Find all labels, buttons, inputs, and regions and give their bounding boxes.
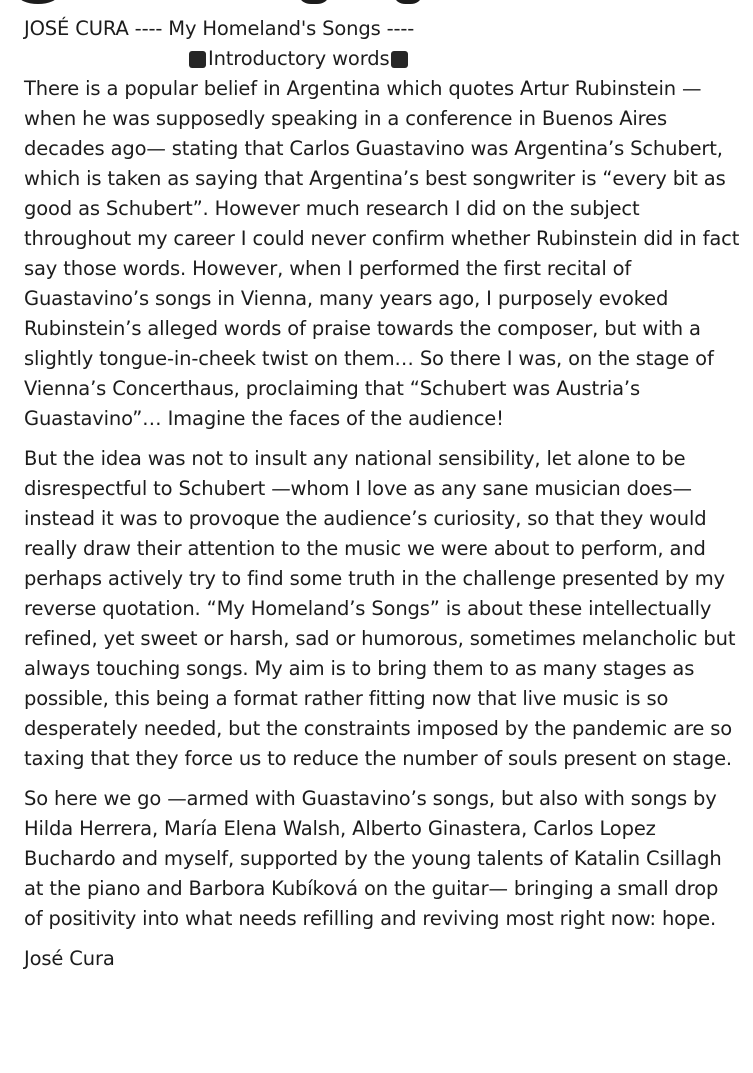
cropped-header-remnant	[0, 0, 753, 6]
post-signature: José Cura	[24, 947, 115, 970]
subtitle-text: Introductory words	[208, 47, 390, 70]
post-paragraph-3: So here we go —armed with Guastavino’s songs, but also with songs by Hilda Herrera, María Elena Walsh, Alberto Ginastera, Carlos Lopez Buchardo and myself, supported by the young talents of Katalin Csillagh at the piano and Barbora Kubíková on the guitar— bringing a small drop of positivity into what needs refilling and reviving most right now: hope.	[24, 787, 722, 930]
post-title: JOSÉ CURA ---- My Homeland's Songs ----	[24, 17, 415, 40]
cropped-avatar-edge	[18, 0, 58, 4]
post-paragraph-2: But the idea was not to insult any national sensibility, let alone to be disrespectful to Schubert —whom I love as any sane musician does— instead it was to provoque the audience’s curiosity, so that they would really draw their attention to the music we were about to perform, and perhaps actively try to find some truth in the challenge presented by my reverse quotation. “My Homeland’s Songs” is about these intellectually refined, yet sweet or harsh, sad or humorous, sometimes melancholic but always touching songs. My aim is to bring them to as many stages as possible, this being a format rather fitting now that live music is so desperately needed, but the constraints imposed by the pandemic are so taxing that they force us to reduce the number of souls present on stage.	[24, 447, 736, 770]
black-square-icon	[391, 51, 408, 68]
post-body	[24, 14, 742, 974]
black-square-icon	[189, 51, 206, 68]
cropped-text-edge	[300, 0, 328, 4]
post-paragraph-1: There is a popular belief in Argentina which quotes Artur Rubinstein — when he was supposedly speaking in a conference in Buenos Aires decades ago— stating that Carlos Guastavino was Argentina’s Schubert, which is taken as saying that Argentina’s best songwriter is “every bit as good as Schubert”. However much research I did on the subject throughout my career I could never confirm whether Rubinstein did in fact say those words. However, when I performed the first recital of Guastavino’s songs in Vienna, many years ago, I purposely evoked Rubinstein’s alleged words of praise towards the composer, but with a slightly tongue-in-cheek twist on them… So there I was, on the stage of Vienna’s Concerthaus, proclaiming that “Schubert was Austria’s Guastavino”… Imagine the faces of the audience!	[24, 77, 740, 430]
cropped-text-edge-2	[395, 0, 421, 4]
post-subtitle	[24, 44, 742, 74]
